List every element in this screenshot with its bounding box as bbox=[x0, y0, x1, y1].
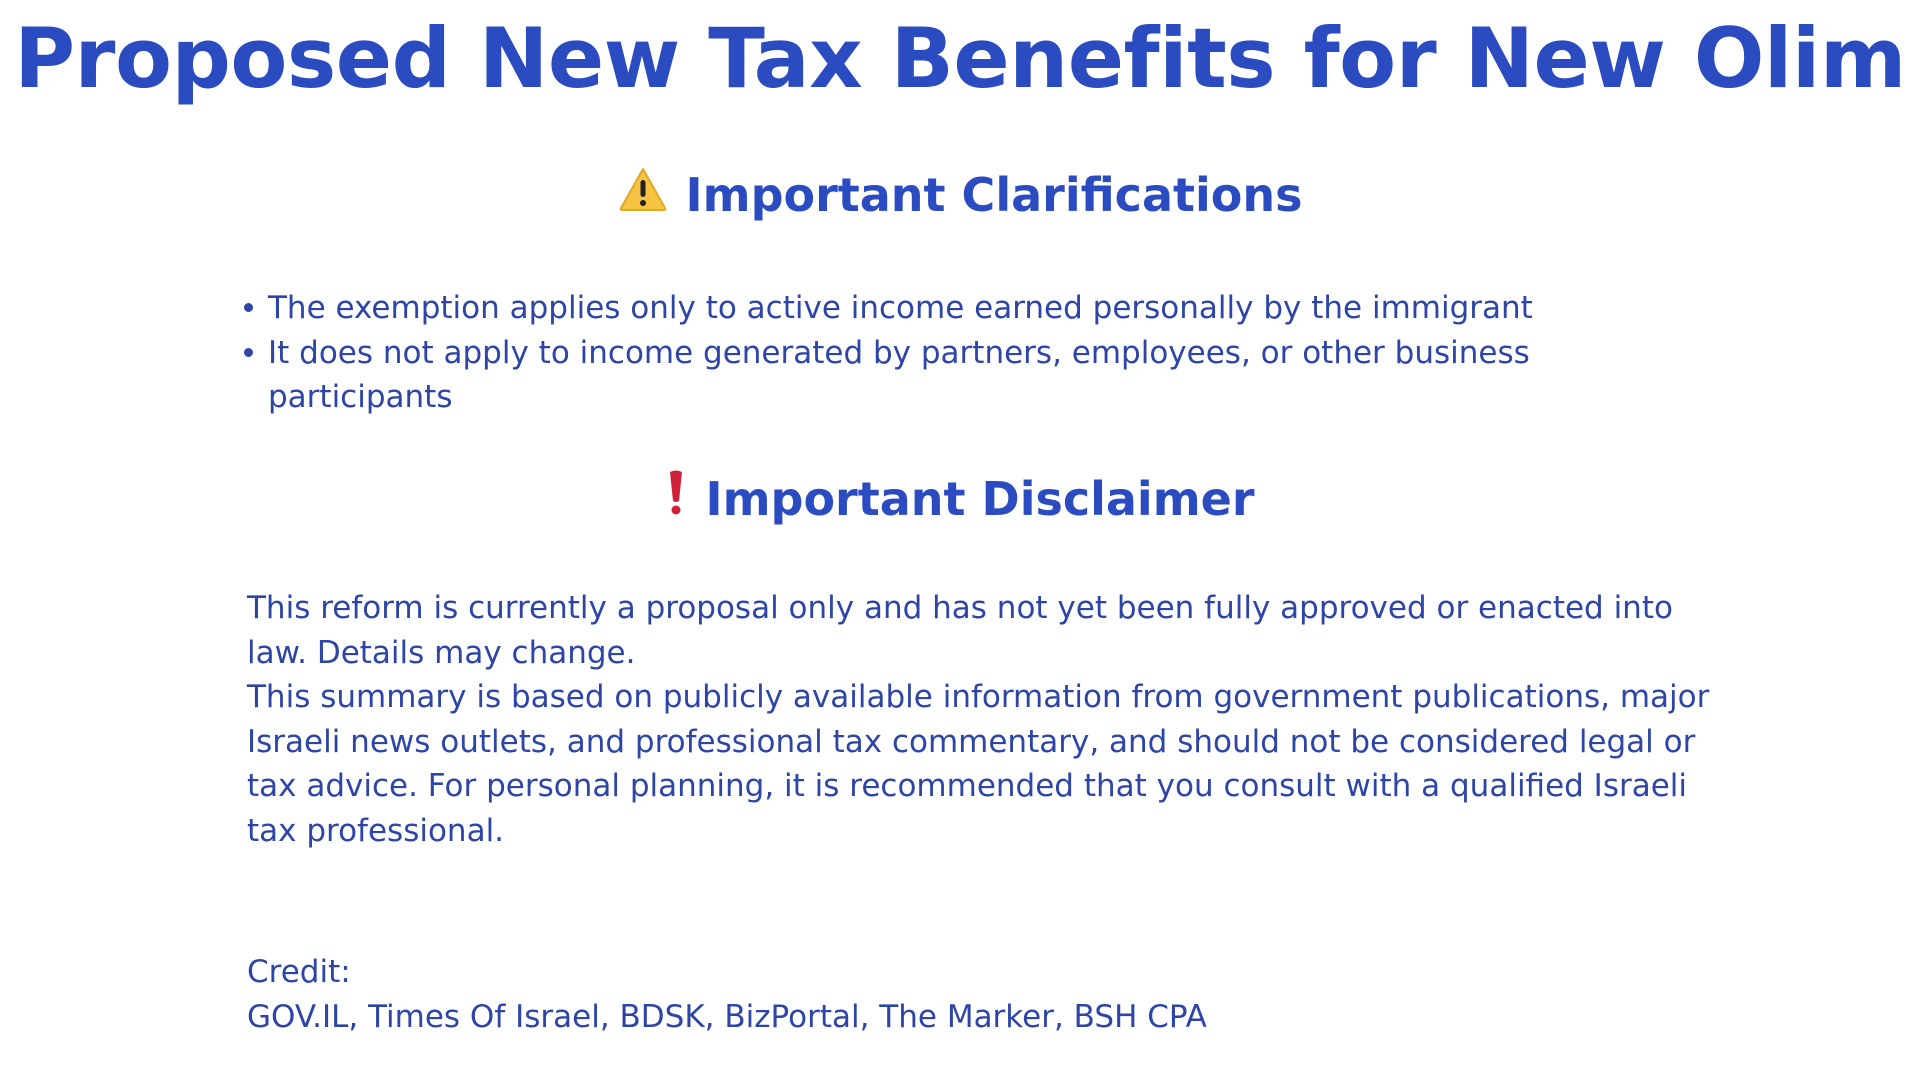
clarifications-list bbox=[238, 286, 1668, 420]
disclaimer-body bbox=[247, 586, 1727, 853]
list-item bbox=[268, 286, 1668, 331]
exclamation-icon bbox=[665, 469, 687, 528]
credit-block bbox=[247, 950, 1727, 1039]
bullet-icon bbox=[244, 303, 253, 312]
disclaimer-heading bbox=[0, 472, 1920, 532]
clarifications-heading bbox=[0, 168, 1920, 227]
disclaimer-paragraph: This reform is currently a proposal only and has not yet been fully approved or enacted into law. Details may change. bbox=[247, 590, 1673, 671]
warning-icon bbox=[618, 166, 668, 223]
list-item bbox=[268, 331, 1668, 420]
clarifications-heading-text: Important Clarifications bbox=[685, 168, 1303, 222]
disclaimer-paragraph: This summary is based on publicly available information from government publications, major Israeli news outlets, and professional tax commentary, and should not be considered legal or tax advice. For personal planning, it is recommended that you consult with a qualified Israeli tax professional. bbox=[247, 679, 1710, 849]
bullet-icon bbox=[244, 348, 253, 357]
list-item-text: It does not apply to income generated by partners, employees, or other business participants bbox=[268, 334, 1530, 415]
credit-label: Credit: bbox=[247, 954, 351, 990]
page-title: Proposed New Tax Benefits for New Olim bbox=[14, 10, 1906, 107]
list-item-text: The exemption applies only to active income earned personally by the immigrant bbox=[268, 290, 1533, 326]
disclaimer-heading-text: Important Disclaimer bbox=[705, 472, 1255, 526]
credit-sources: GOV.IL, Times Of Israel, BDSK, BizPortal, The Marker, BSH CPA bbox=[247, 998, 1207, 1035]
